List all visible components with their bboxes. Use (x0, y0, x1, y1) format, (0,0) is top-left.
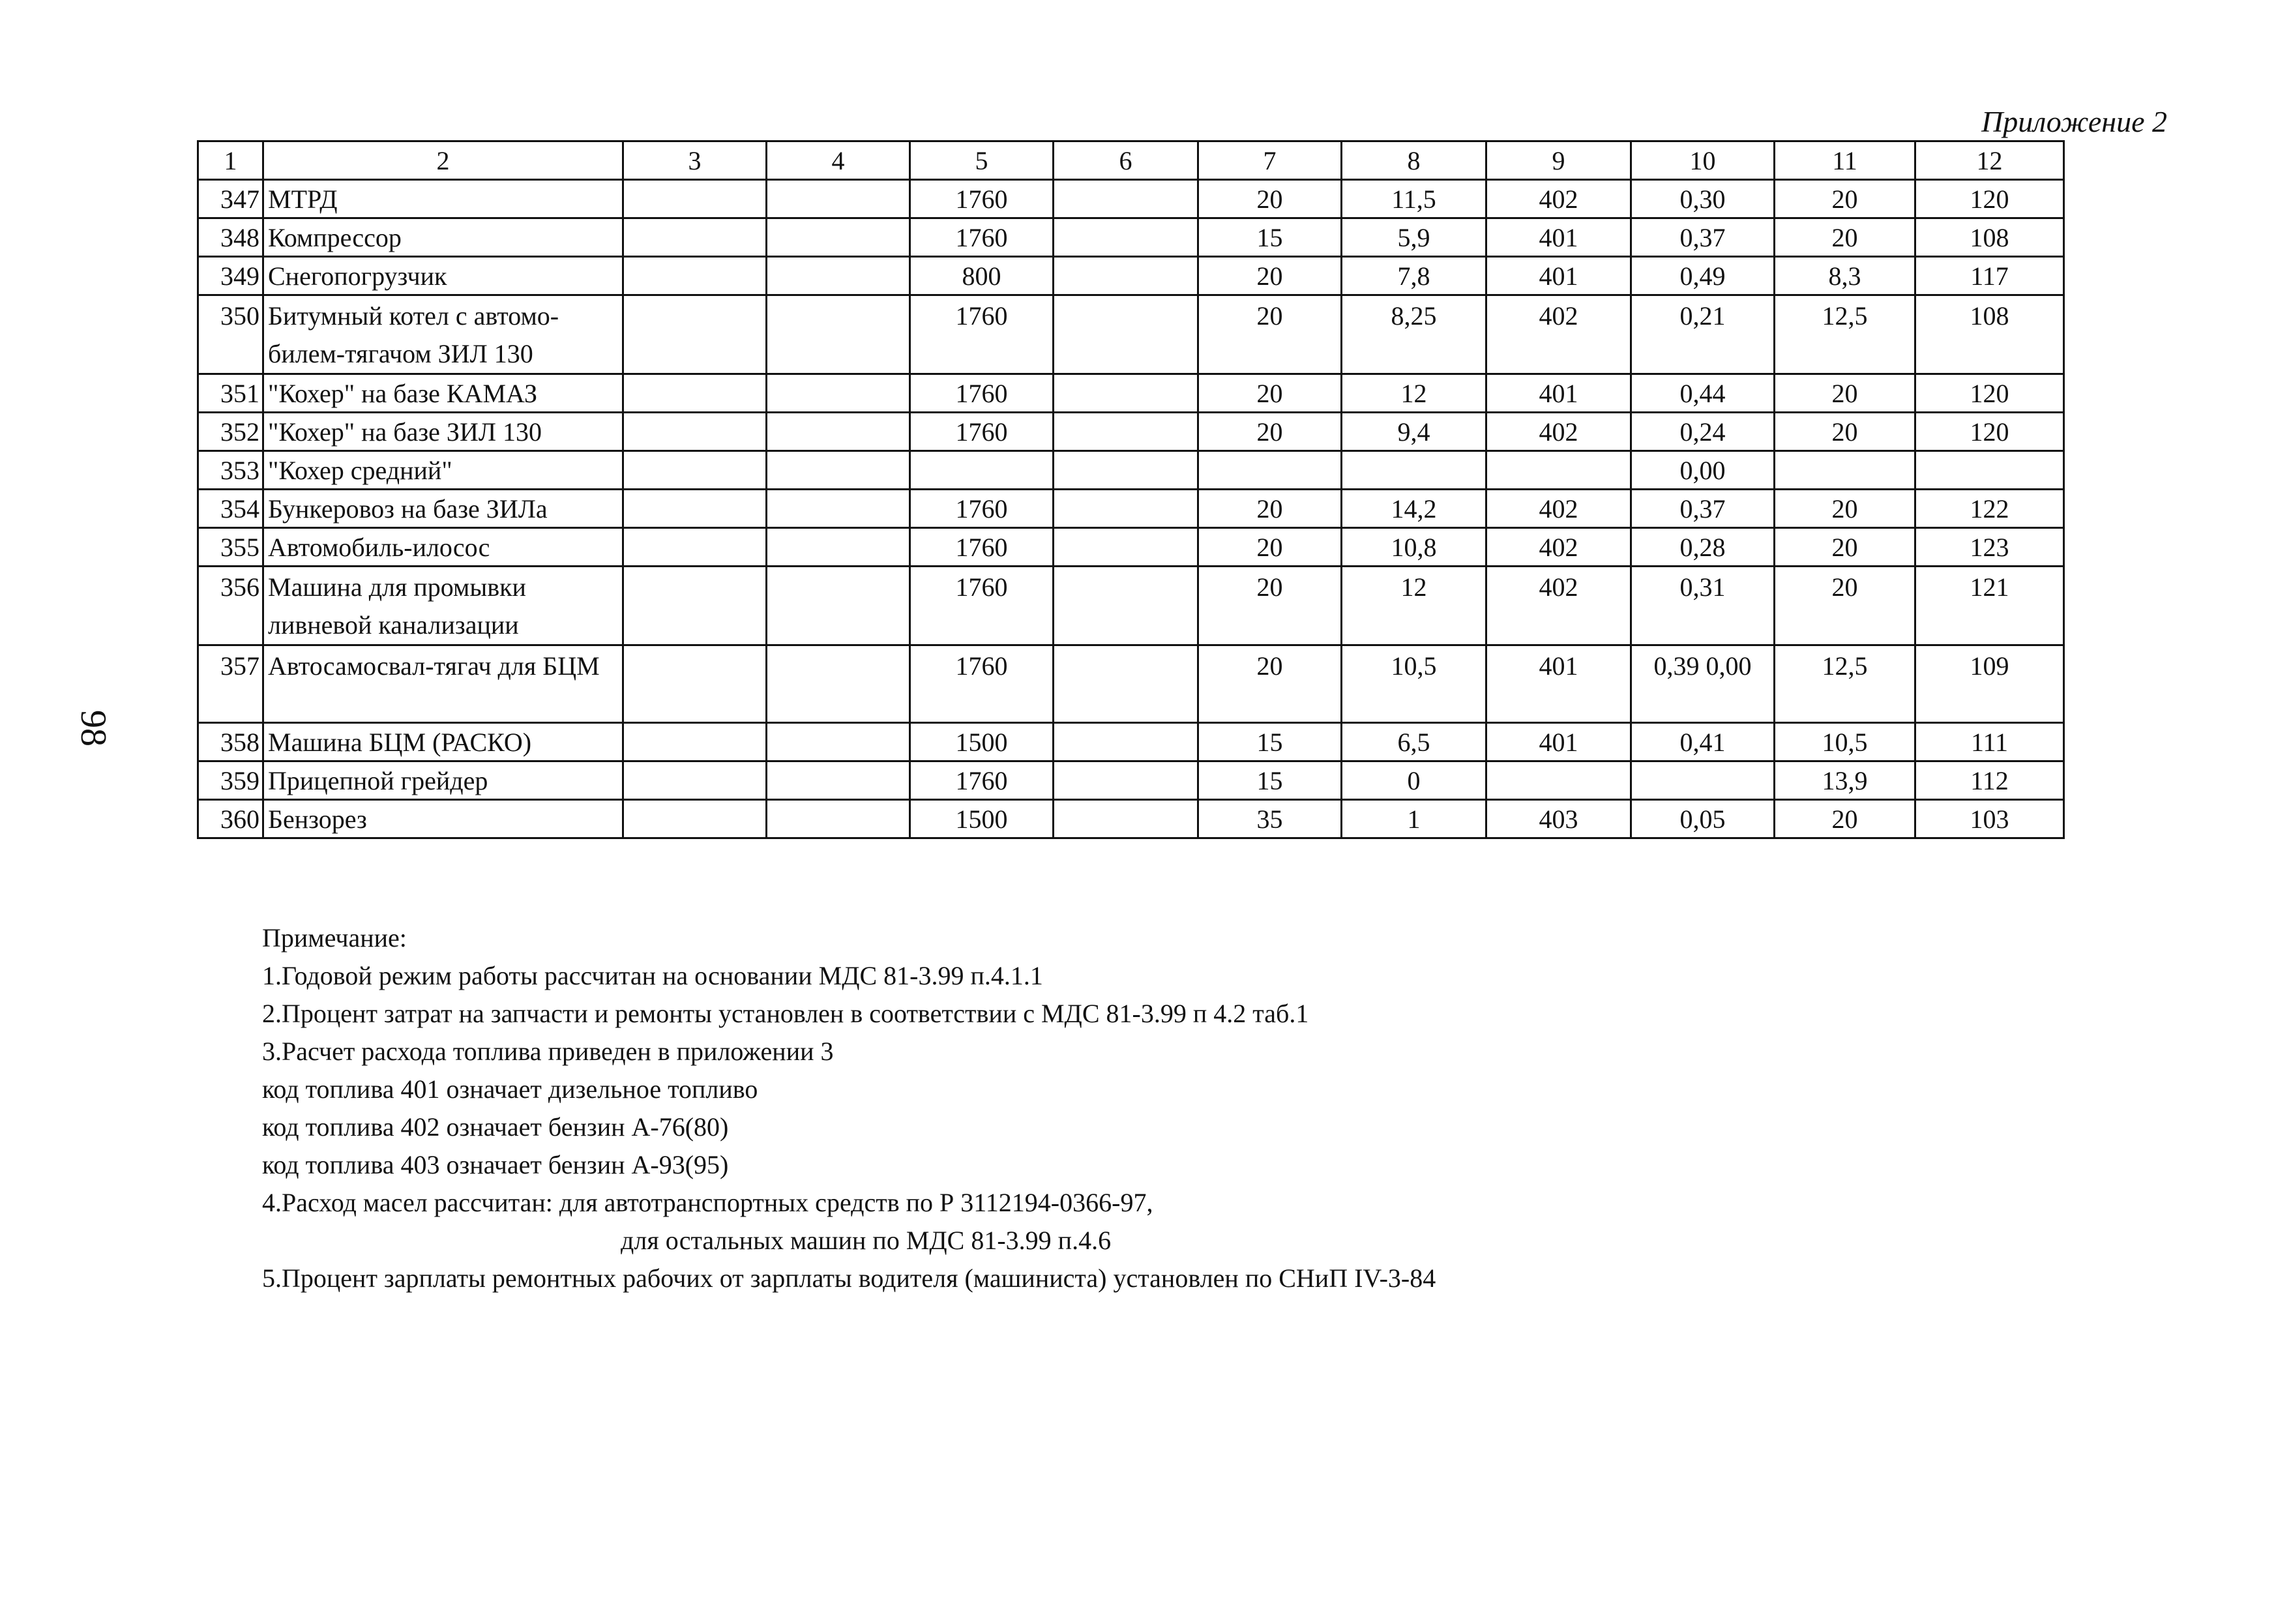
table-cell-col-1: 359 (198, 761, 263, 800)
table-cell-col-6 (1054, 723, 1198, 761)
table-cell-col-2: Автосамосвал-тягач для БЦМ (263, 645, 623, 723)
table-cell-col-6 (1054, 645, 1198, 723)
table-row (198, 800, 2064, 838)
table-cell-col-8: 1 (1342, 800, 1486, 838)
table-cell-col-8: 12 (1342, 567, 1486, 645)
table-row (198, 295, 2064, 374)
table-cell-col-1: 360 (198, 800, 263, 838)
table-cell-col-1: 351 (198, 374, 263, 413)
table-cell-col-4 (767, 295, 910, 374)
table-cell-col-2: Машина БЦМ (РАСКО) (263, 723, 623, 761)
table-cell-col-3 (623, 374, 767, 413)
table-cell-col-11: 20 (1775, 800, 1915, 838)
table-cell-col-1: 355 (198, 528, 263, 567)
table-cell-col-6 (1054, 761, 1198, 800)
header-cell: 2 (263, 141, 623, 180)
table-cell-col-6 (1054, 528, 1198, 567)
table-cell-col-8: 6,5 (1342, 723, 1486, 761)
table-cell-col-5: 1500 (910, 800, 1054, 838)
note-1: 1.Годовой режим работы рассчитан на основании МДС 81-3.99 п.4.1.1 (262, 961, 1043, 990)
table-cell-col-9: 402 (1486, 413, 1631, 451)
table-cell-col-8: 12 (1342, 374, 1486, 413)
table-cell-col-9: 402 (1486, 490, 1631, 528)
header-cell: 9 (1486, 141, 1631, 180)
table-cell-col-12: 117 (1915, 257, 2064, 295)
table-cell-col-9: 402 (1486, 295, 1631, 374)
table-cell-col-5: 1760 (910, 295, 1054, 374)
table-cell-col-1: 357 (198, 645, 263, 723)
table-cell-col-2: Бункеровоз на базе ЗИЛа (263, 490, 623, 528)
header-cell: 3 (623, 141, 767, 180)
table-cell-col-2: Бензорез (263, 800, 623, 838)
header-cell: 6 (1054, 141, 1198, 180)
table-cell-col-12: 103 (1915, 800, 2064, 838)
note-5: 5.Процент зарплаты ремонтных рабочих от зарплаты водителя (машиниста) установлен по СНиП IV-3-84 (262, 1263, 1436, 1293)
note-4a: 4.Расход масел рассчитан: для автотранспортных средств по Р 3112194-0366-97, (262, 1188, 1153, 1217)
table-cell-col-12: 112 (1915, 761, 2064, 800)
header-cell: 1 (198, 141, 263, 180)
page-number: 98 (73, 710, 113, 746)
table-cell-col-3 (623, 490, 767, 528)
table-cell-col-4 (767, 800, 910, 838)
table-cell-col-11 (1775, 451, 1915, 490)
table-cell-col-4 (767, 761, 910, 800)
table-cell-col-11: 20 (1775, 413, 1915, 451)
table-header-row (198, 141, 2064, 180)
table-cell-col-2: Машина для промывки ливневой канализации (263, 567, 623, 645)
table-cell-col-3 (623, 451, 767, 490)
table-cell-col-12: 111 (1915, 723, 2064, 761)
table-cell-col-9 (1486, 451, 1631, 490)
table-cell-col-5: 1760 (910, 374, 1054, 413)
header-cell: 12 (1915, 141, 2064, 180)
table-cell-col-2: "Кохер" на базе КАМАЗ (263, 374, 623, 413)
table-row (198, 257, 2064, 295)
table-cell-col-1: 347 (198, 180, 263, 218)
table-cell-col-1: 354 (198, 490, 263, 528)
table-cell-col-4 (767, 645, 910, 723)
table-cell-col-8: 5,9 (1342, 218, 1486, 257)
table-cell-col-3 (623, 567, 767, 645)
note-fuel-403: код топлива 403 означает бензин А-93(95) (262, 1150, 729, 1179)
table-cell-col-10: 0,49 (1631, 257, 1775, 295)
table-cell-col-7 (1198, 451, 1342, 490)
table-cell-col-12: 123 (1915, 528, 2064, 567)
table-row (198, 490, 2064, 528)
table-cell-col-10: 0,28 (1631, 528, 1775, 567)
table-cell-col-5: 1760 (910, 645, 1054, 723)
table-cell-col-5: 1760 (910, 180, 1054, 218)
table-row (198, 413, 2064, 451)
table-cell-col-6 (1054, 257, 1198, 295)
table-cell-col-9: 401 (1486, 218, 1631, 257)
table-row (198, 528, 2064, 567)
table-cell-col-7: 20 (1198, 374, 1342, 413)
table-cell-col-11: 13,9 (1775, 761, 1915, 800)
table-row (198, 567, 2064, 645)
table-cell-col-7: 15 (1198, 761, 1342, 800)
table-cell-col-9: 401 (1486, 723, 1631, 761)
table-cell-col-12: 120 (1915, 180, 2064, 218)
table-cell-col-11: 20 (1775, 567, 1915, 645)
table-cell-col-1: 356 (198, 567, 263, 645)
table-cell-col-12: 120 (1915, 413, 2064, 451)
table-row (198, 218, 2064, 257)
table-cell-col-3 (623, 295, 767, 374)
table-cell-col-1: 352 (198, 413, 263, 451)
table-cell-col-5: 1760 (910, 218, 1054, 257)
table-cell-col-2: "Кохер" на базе ЗИЛ 130 (263, 413, 623, 451)
appendix-label: Приложение 2 (1981, 105, 2167, 138)
header-cell: 8 (1342, 141, 1486, 180)
table-cell-col-7: 15 (1198, 218, 1342, 257)
header-cell: 5 (910, 141, 1054, 180)
table-cell-col-12: 121 (1915, 567, 2064, 645)
table-cell-col-2: МТРД (263, 180, 623, 218)
table-cell-col-10: 0,37 (1631, 218, 1775, 257)
table-cell-col-7: 20 (1198, 413, 1342, 451)
table-cell-col-9: 401 (1486, 374, 1631, 413)
table-cell-col-4 (767, 528, 910, 567)
table-cell-col-5: 1760 (910, 567, 1054, 645)
table-cell-col-5: 1760 (910, 528, 1054, 567)
note-4b: для остальных машин по МДС 81-3.99 п.4.6 (621, 1226, 1112, 1255)
table-cell-col-2: Битумный котел с автомо- билем-тягачом ЗИЛ 130 (263, 295, 623, 374)
table-cell-col-6 (1054, 800, 1198, 838)
table-cell-col-12 (1915, 451, 2064, 490)
table-cell-col-7: 35 (1198, 800, 1342, 838)
notes-section (262, 919, 1436, 1297)
header-cell: 11 (1775, 141, 1915, 180)
table-cell-col-4 (767, 567, 910, 645)
table-cell-col-4 (767, 723, 910, 761)
machines-table (197, 140, 2065, 839)
table-cell-col-8: 8,25 (1342, 295, 1486, 374)
table-cell-col-2: Прицепной грейдер (263, 761, 623, 800)
table-cell-col-1: 348 (198, 218, 263, 257)
table-cell-col-10: 0,24 (1631, 413, 1775, 451)
table-cell-col-10: 0,21 (1631, 295, 1775, 374)
table-row (198, 451, 2064, 490)
table-cell-col-10: 0,44 (1631, 374, 1775, 413)
table-cell-col-11: 12,5 (1775, 295, 1915, 374)
table-cell-col-6 (1054, 218, 1198, 257)
table-cell-col-1: 350 (198, 295, 263, 374)
table-row (198, 374, 2064, 413)
table-cell-col-2: Автомобиль-илосос (263, 528, 623, 567)
table-cell-col-2: "Кохер средний" (263, 451, 623, 490)
table-cell-col-6 (1054, 295, 1198, 374)
table-cell-col-9: 401 (1486, 645, 1631, 723)
table-cell-col-3 (623, 528, 767, 567)
table-cell-col-1: 353 (198, 451, 263, 490)
table-cell-col-10: 0,37 (1631, 490, 1775, 528)
table-body (198, 141, 2064, 838)
table-cell-col-3 (623, 413, 767, 451)
table-cell-col-3 (623, 218, 767, 257)
table-cell-col-3 (623, 180, 767, 218)
table-cell-col-3 (623, 800, 767, 838)
table-cell-col-4 (767, 413, 910, 451)
table-cell-col-7: 15 (1198, 723, 1342, 761)
table-cell-col-11: 20 (1775, 180, 1915, 218)
table-cell-col-11: 20 (1775, 528, 1915, 567)
header-cell: 4 (767, 141, 910, 180)
table-cell-col-4 (767, 218, 910, 257)
table-cell-col-11: 20 (1775, 218, 1915, 257)
table-cell-col-12: 109 (1915, 645, 2064, 723)
table-cell-col-12: 122 (1915, 490, 2064, 528)
table-cell-col-9: 403 (1486, 800, 1631, 838)
table-cell-col-4 (767, 257, 910, 295)
table-cell-col-2: Снегопогрузчик (263, 257, 623, 295)
table-cell-col-4 (767, 374, 910, 413)
table-cell-col-5 (910, 451, 1054, 490)
table-cell-col-11: 12,5 (1775, 645, 1915, 723)
table-cell-col-7: 20 (1198, 645, 1342, 723)
table-cell-col-10: 0,05 (1631, 800, 1775, 838)
table-cell-col-12: 108 (1915, 218, 2064, 257)
table-cell-col-10: 0,39 0,00 (1631, 645, 1775, 723)
table-cell-col-8: 9,4 (1342, 413, 1486, 451)
table-cell-col-8: 0 (1342, 761, 1486, 800)
note-fuel-402: код топлива 402 означает бензин А-76(80) (262, 1112, 729, 1142)
table-cell-col-8: 7,8 (1342, 257, 1486, 295)
table-cell-col-9: 401 (1486, 257, 1631, 295)
table-cell-col-11: 20 (1775, 490, 1915, 528)
table-cell-col-3 (623, 761, 767, 800)
notes-title: Примечание: (262, 923, 407, 952)
note-fuel-401: код топлива 401 означает дизельное топливо (262, 1074, 758, 1104)
table-cell-col-6 (1054, 451, 1198, 490)
table-row (198, 761, 2064, 800)
table-cell-col-7: 20 (1198, 295, 1342, 374)
table-cell-col-3 (623, 645, 767, 723)
table-row (198, 180, 2064, 218)
table-cell-col-8 (1342, 451, 1486, 490)
table-cell-col-5: 1500 (910, 723, 1054, 761)
table-cell-col-6 (1054, 413, 1198, 451)
note-3: 3.Расчет расхода топлива приведен в приложении 3 (262, 1037, 834, 1066)
table-cell-col-12: 108 (1915, 295, 2064, 374)
table-cell-col-6 (1054, 567, 1198, 645)
table-cell-col-4 (767, 490, 910, 528)
table-cell-col-8: 11,5 (1342, 180, 1486, 218)
table-cell-col-11: 8,3 (1775, 257, 1915, 295)
table-cell-col-7: 20 (1198, 567, 1342, 645)
table-cell-col-10 (1631, 761, 1775, 800)
table-cell-col-6 (1054, 490, 1198, 528)
table-cell-col-5: 800 (910, 257, 1054, 295)
table-cell-col-7: 20 (1198, 180, 1342, 218)
table-cell-col-8: 10,8 (1342, 528, 1486, 567)
table-cell-col-3 (623, 723, 767, 761)
table-cell-col-5: 1760 (910, 413, 1054, 451)
table-cell-col-9: 402 (1486, 567, 1631, 645)
table-cell-col-9 (1486, 761, 1631, 800)
table-cell-col-10: 0,41 (1631, 723, 1775, 761)
table-cell-col-8: 14,2 (1342, 490, 1486, 528)
table-cell-col-11: 10,5 (1775, 723, 1915, 761)
table-cell-col-6 (1054, 180, 1198, 218)
table-cell-col-10: 0,31 (1631, 567, 1775, 645)
table-cell-col-7: 20 (1198, 257, 1342, 295)
table-cell-col-9: 402 (1486, 180, 1631, 218)
table-cell-col-10: 0,30 (1631, 180, 1775, 218)
table-cell-col-7: 20 (1198, 490, 1342, 528)
table-cell-col-5: 1760 (910, 761, 1054, 800)
table-cell-col-2: Компрессор (263, 218, 623, 257)
table-cell-col-8: 10,5 (1342, 645, 1486, 723)
table-cell-col-4 (767, 180, 910, 218)
table-row (198, 645, 2064, 723)
table-cell-col-10: 0,00 (1631, 451, 1775, 490)
table-cell-col-11: 20 (1775, 374, 1915, 413)
table-cell-col-6 (1054, 374, 1198, 413)
header-cell: 10 (1631, 141, 1775, 180)
table-row (198, 723, 2064, 761)
table-cell-col-12: 120 (1915, 374, 2064, 413)
table-cell-col-1: 358 (198, 723, 263, 761)
table-cell-col-9: 402 (1486, 528, 1631, 567)
table-cell-col-5: 1760 (910, 490, 1054, 528)
header-cell: 7 (1198, 141, 1342, 180)
note-2: 2.Процент затрат на запчасти и ремонты установлен в соответствии с МДС 81-3.99 п 4.2 таб.1 (262, 999, 1309, 1028)
table-cell-col-7: 20 (1198, 528, 1342, 567)
table-cell-col-3 (623, 257, 767, 295)
table-cell-col-4 (767, 451, 910, 490)
table-cell-col-1: 349 (198, 257, 263, 295)
